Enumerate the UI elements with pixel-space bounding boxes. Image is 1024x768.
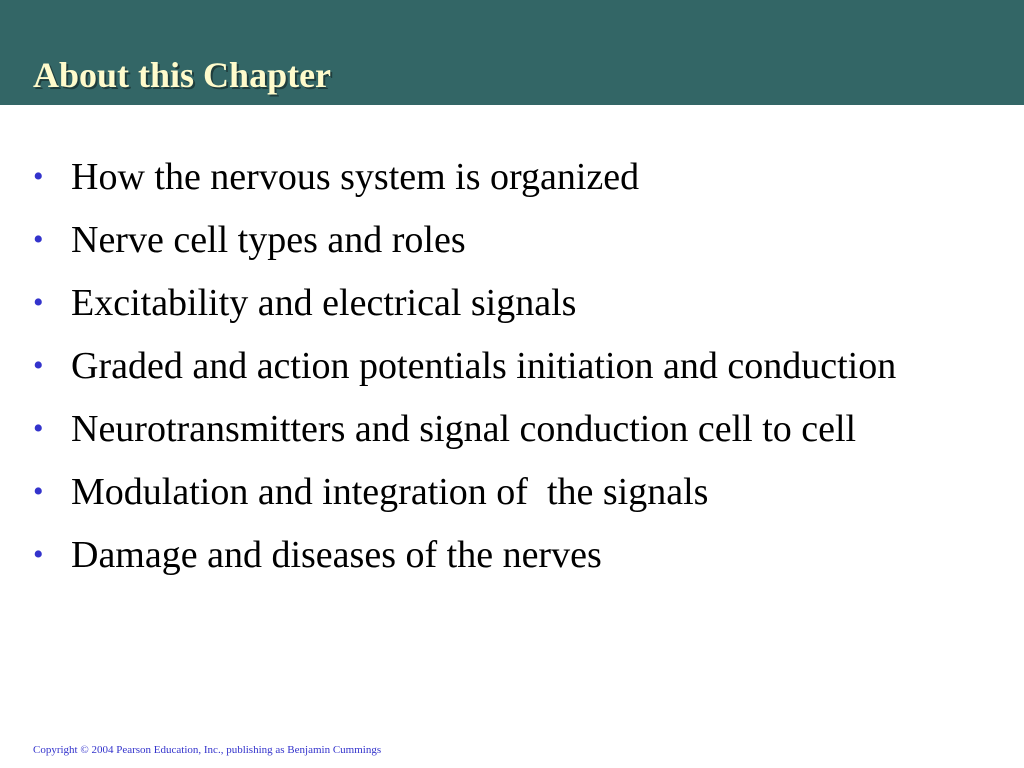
bullet-text: Graded and action potentials initiation and conduction (71, 345, 897, 387)
list-item (33, 281, 963, 325)
bullet-icon: • (33, 223, 44, 256)
bullet-list (33, 155, 963, 596)
slide-title: About this Chapter (33, 55, 332, 95)
bullet-text: Nerve cell types and roles (71, 219, 466, 261)
bullet-text: Excitability and electrical signals (71, 282, 577, 324)
copyright-footer: Copyright © 2004 Pearson Education, Inc., publishing as Benjamin Cummings (33, 744, 382, 756)
bullet-icon: • (33, 349, 44, 382)
list-item (33, 155, 963, 199)
list-item (33, 407, 963, 451)
bullet-icon: • (33, 538, 44, 571)
list-item (33, 344, 963, 388)
bullet-text: Modulation and integration of the signals (71, 471, 709, 513)
bullet-icon: • (33, 160, 44, 193)
bullet-icon: • (33, 412, 44, 445)
list-item (33, 533, 963, 577)
list-item (33, 470, 963, 514)
bullet-text: How the nervous system is organized (71, 156, 640, 198)
bullet-icon: • (33, 475, 44, 508)
bullet-icon: • (33, 286, 44, 319)
bullet-text: Damage and diseases of the nerves (71, 534, 602, 576)
list-item (33, 218, 963, 262)
bullet-text: Neurotransmitters and signal conduction cell to cell (71, 408, 857, 450)
